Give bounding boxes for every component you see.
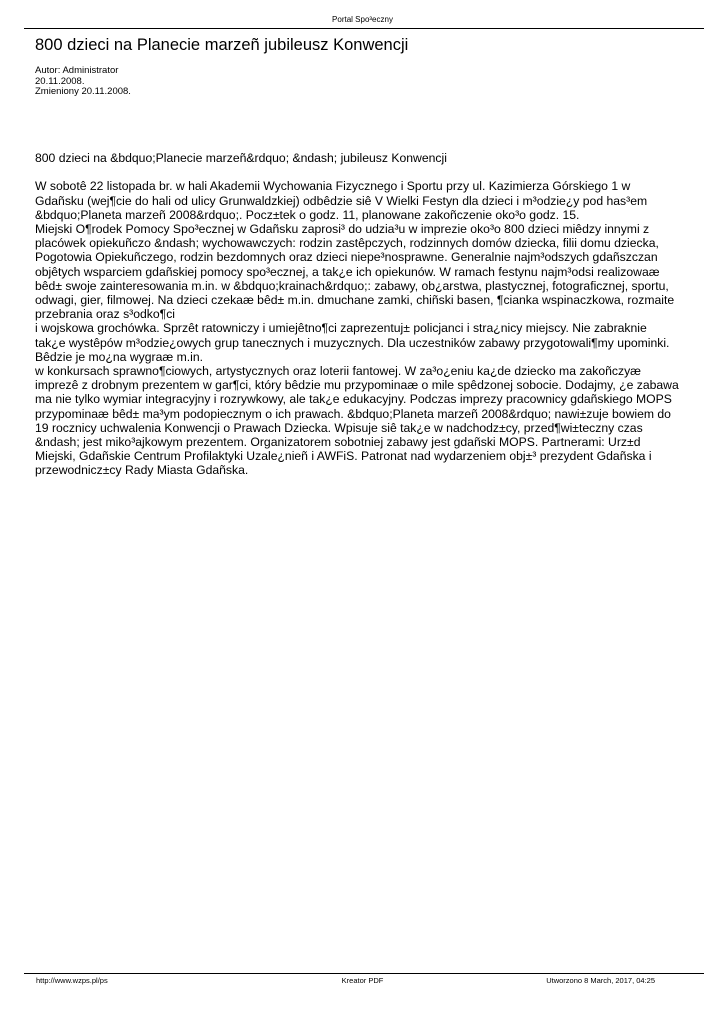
article-text [35,179,690,477]
footer-divider [24,973,704,974]
article-line: &ndash; jest miko³ajkowym prezentem. Organizatorem sobotniej zabawy jest gdañski MOPS. Partnerami: Urz±d [35,435,641,450]
article-line: Gdañsku (wej¶cie do hali od ulicy Grunwaldzkiej) odbêdzie siê V Wielki Festyn dla dzieci i m³odzie¿y pod has³em [35,193,648,208]
article-line: placówek opiekuñczo &ndash; wychowawczych: rodzin zastêpczych, rodzinnych domów dziecka, filii domu dziecka, [35,236,659,251]
article-line: Miejski O¶rodek Pomocy Spo³ecznej w Gdañsku zaprosi³ do udzia³u w imprezie oko³o 800 dzieci miêdzy innymi z [35,222,650,236]
article-modified: Zmieniony 20.11.2008. [35,86,131,97]
article-line: przebrania oraz s³odko¶ci [35,307,175,322]
article-line: Pogotowia Opiekuñczego, rodzin bezdomnych oraz dzieci niepe³nosprawne. Generalnie najm³odszych gdañszczan [35,250,658,265]
article-title: 800 dzieci na Planecie marzeñ jubileusz Konwencji [35,36,409,54]
article-line: przewodnicz±cy Rady Miasta Gdañska. [35,463,249,478]
article-line: i wojskowa grochówka. Sprzêt ratowniczy i umiejêtno¶ci zaprezentuj± policjanci i stra¿nicy miejscy. Nie zabraknie [35,321,647,336]
article-line: przypominaæ bêd± ma³ym podopiecznym o ich prawach. &bdquo;Planeta marzeñ 2008&rdquo; nawi±zuje bowiem do [35,406,671,421]
article-body [35,151,690,478]
site-name: Portal Spo³eczny [332,15,393,24]
article-line: odwagi, gier, filmowej. Na dzieci czekaæ bêd± m.in. dmuchane zamki, chiñski basen, ¶cianka wspinaczkowa, rozmaite [35,293,675,308]
footer-created: Utworzono 8 March, 2017, 04:25 [546,976,655,985]
header-divider [24,28,704,29]
article-lead: 800 dzieci na &bdquo;Planecie marzeñ&rdquo; &ndash; jubileusz Konwencji [35,151,447,165]
article-line: w konkursach sprawno¶ciowych, artystycznych oraz loterii fantowej. W za³o¿eniu ka¿de dziecko ma zakoñczyæ [35,364,642,379]
article-date: 20.11.2008. [35,75,85,87]
article-line: 19 rocznicy uchwalenia Konwencji o Prawach Dziecka. Wpisuje siê tak¿e w nadchodz±cy, przed¶wi±teczny czas [35,420,643,435]
article-author: Autor: Administrator [35,65,119,76]
article-line: objêtych wsparciem gdañskiej pomocy spo³ecznej, a tak¿e ich opiekunów. W ramach festynu najm³odsi realizowaæ [35,264,660,279]
article-line: W sobotê 22 listopada br. w hali Akademii Wychowania Fizycznego i Sportu przy ul. Kazimierza Górskiego 1 w [35,179,631,194]
article-line: imprezê z drobnym prezentem w gar¶ci, który bêdzie mu przypominaæ o mile spêdzonej sobocie. Dodajmy, ¿e zabawa [35,378,679,393]
paragraph-gap [35,165,690,179]
article-line: Miejski, Gdañskie Centrum Profilaktyki Uzale¿nieñ i AWFiS. Patronat nad wydarzeniem obj±³ prezydent Gdañska i [35,449,652,464]
footer-url: http://www.wzps.pl/ps [36,976,108,985]
article-line: tak¿e wystêpów m³odzie¿owych grup tanecznych i muzycznych. Dla uczestników zabawy przygotowali¶my upominki. [35,335,670,350]
article-line: ma nie tylko wymiar integracyjny i rozrywkowy, ale tak¿e edukacyjny. Podczas imprezy pracownicy gdañskiego MOPS [35,392,672,407]
article-line: bêd± swoje zainteresowania m.in. w &bdquo;krainach&rdquo;: zabawy, ob¿arstwa, plastycznej, fotograficznej, sportu, [35,278,669,293]
article-line: &bdquo;Planeta marzeñ 2008&rdquo;. Pocz±tek o godz. 11, planowane zakoñczenie oko³o godz. 15. [35,207,580,222]
article-meta [35,66,131,98]
article-line: Bêdzie je mo¿na wygraæ m.in. [35,349,203,364]
footer-generator: Kreator PDF [341,976,384,985]
